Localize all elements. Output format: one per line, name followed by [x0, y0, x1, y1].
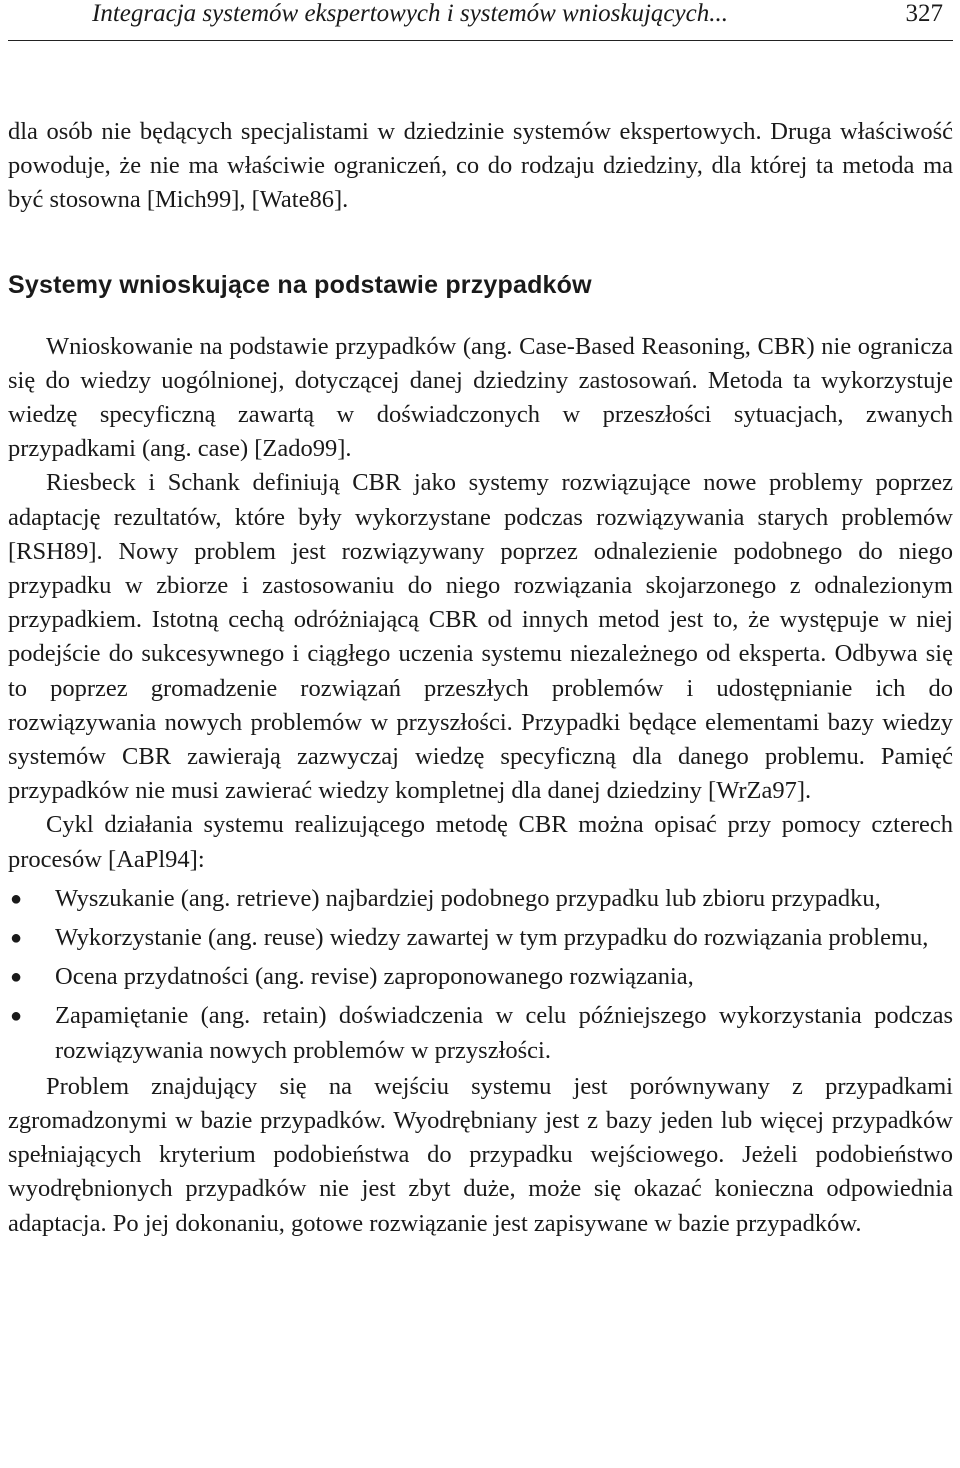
paragraph-closing: Problem znajdujący się na wejściu systemu jest porównywany z przypadkami zgromadzonymi w bazie przypadków. Wyodrębniany jest z bazy jeden lub więcej przypadków spełniających kryterium podobieństwa do przypadku wejściowego. Jeżeli podobieństwo wyodrębnionych przypadków nie jest zbyt duże, może się okazać konieczna odpowiednia adaptacja. Po jej dokonaniu, gotowe rozwiązanie jest zapisywane w bazie przypadków.	[8, 1072, 953, 1237]
list-item-retain	[8, 999, 953, 1067]
bullet-icon: ●	[10, 927, 23, 950]
paragraph-riesbeck-schank: Riesbeck i Schank definiują CBR jako systemy rozwiązujące nowe problemy poprzez adaptację rezultatów, które były wykorzystane podczas rozwiązywania starych problemów [RSH89]. Nowy problem jest rozwiązywany poprzez odnalezienie podobnego do niego przypadku w zbiorze i zastosowaniu do niego rozwiązania skojarzonego z odnalezionym przypadkiem. Istotną cechą odróżniającą CBR od innych metod jest to, że występuje w niej podejście do sukcesywnego i ciągłego uczenia systemu niezależnego od eksperta. Odbywa się to poprzez gromadzenie rozwiązań przeszłych problemów i udostępnianie ich do rozwiązywania nowych problemów w przyszłości. Przypadki będące elementami bazy wiedzy systemów CBR zawierają zazwyczaj wiedzę specyficzną dla danego problemu. Pamięć przypadków nie musi zawierać wiedzy kompletnej dla danej dziedziny [WrZa97].	[8, 469, 953, 805]
running-header	[8, 0, 953, 41]
list-item-text: Wyszukanie (ang. retrieve) najbardziej podobnego przypadku lub zbioru przypadku,	[55, 884, 881, 912]
paragraph-cbr-cycle: Cykl działania systemu realizującego metodę CBR można opisać przy pomocy czterech procesów [AaPl94]:	[8, 811, 953, 873]
list-item-text: Wykorzystanie (ang. reuse) wiedzy zawartej w tym przypadku do rozwiązania problemu,	[55, 924, 929, 952]
running-title: Integracja systemów ekspertowych i systemów wnioskujących...	[92, 0, 728, 27]
document-page	[8, 0, 953, 1241]
section-heading: Systemy wnioskujące na podstawie przypadków	[8, 270, 592, 299]
cbr-process-list	[8, 882, 953, 1068]
paragraph-cbr-definition: Wnioskowanie na podstawie przypadków (ang. Case-Based Reasoning, CBR) nie ogranicza się do wiedzy uogólnionej, dotyczącej danej dziedziny zastosowań. Metoda ta wykorzystuje wiedzę specyficzną zawartą w doświadczonych w przeszłości sytuacjach, zwanych przypadkami (ang. case) [Zado99].	[8, 332, 953, 463]
list-item-retrieve	[8, 882, 953, 916]
list-item-revise	[8, 960, 953, 994]
body-text	[8, 115, 953, 1241]
list-item-reuse	[8, 921, 953, 955]
bullet-icon: ●	[10, 966, 23, 989]
intro-paragraph: dla osób nie będących specjalistami w dziedzinie systemów ekspertowych. Druga właściwość powoduje, że nie ma właściwie ograniczeń, co do rodzaju dziedziny, dla której ta metoda ma być stosowna [Mich99], [Wate86].	[8, 118, 953, 214]
bullet-icon: ●	[10, 887, 23, 910]
list-item-text: Zapamiętanie (ang. retain) doświadczenia w celu późniejszego wykorzystania podczas rozwiązywania nowych problemów w przyszłości.	[55, 1002, 953, 1064]
page-number: 327	[905, 0, 943, 27]
bullet-icon: ●	[10, 1005, 23, 1028]
list-item-text: Ocena przydatności (ang. revise) zaproponowanego rozwiązania,	[55, 963, 694, 991]
